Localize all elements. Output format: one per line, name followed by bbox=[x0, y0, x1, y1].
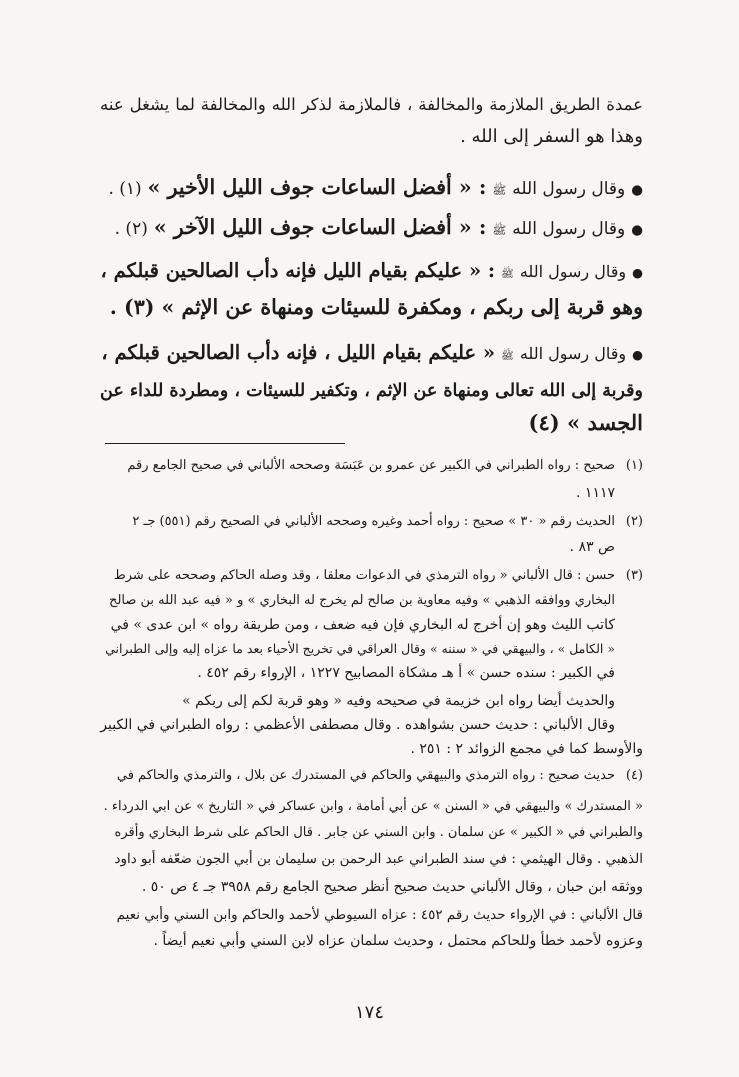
hadith-3-text-2: وهو قربة إلى ربكم ، ومكفرة للسيئات ومنهاة عن الإثم » (٣) . bbox=[109, 295, 643, 319]
footnote-3-line-3: كاتب الليث وهو إن أخرج له البخاري فإن فيه ضعف ، ومن طريقة رواه » ابن عدى » في bbox=[110, 617, 615, 633]
footnote-1 bbox=[100, 454, 643, 477]
footnote-separator bbox=[105, 443, 345, 444]
salutation-glyph: ﷺ bbox=[492, 223, 507, 237]
footnote-4-line-6: قال الألباني : في الإرواء حديث رقم ٤٥٢ : عزاه السيوطي لأحمد والحاكم وابن السني وأبي نعيم bbox=[116, 907, 643, 923]
page-number: ١٧٤ bbox=[354, 1002, 384, 1023]
hadith-2 bbox=[100, 212, 643, 245]
footnote-4-line-5: ووثقه ابن حبان ، وقال الألباني حديث صحيح أنظر صحيح الجامع رقم ٣٩٥٨ جـ ٤ ص ٥٠ . bbox=[141, 879, 643, 895]
hadith-3-line-1 bbox=[100, 256, 643, 289]
footnote-4-line-3: والطبراني في « الكبير » عن سلمان . وابن السني عن جابر . قال الحاكم على شرط البخاري وأقره bbox=[114, 825, 643, 840]
salutation-glyph: ﷺ bbox=[501, 268, 514, 280]
footnote-1-line-1: صحيح : رواه الطبراني في الكبير عن عمرو بن عَبَسَة وصححه الألباني في صحيح الجامع رقم bbox=[127, 458, 615, 473]
footnote-4-number: (٤) bbox=[625, 768, 643, 783]
bullet-icon: ● bbox=[631, 222, 643, 238]
footnote-1-number: (١) bbox=[625, 458, 643, 473]
hadith-4-prefix: وقال رسول الله bbox=[519, 344, 627, 363]
intro-line-2: وهذا هو السفر إلى الله . bbox=[460, 126, 643, 147]
footnote-3-line-5: في الكبير : سنده حسن » أ هـ مشكاة المصابيح ١٢٢٧ ، الإرواء رقم ٤٥٢ . bbox=[197, 665, 615, 681]
footnote-2-line-2: ص ٨٣ . bbox=[569, 539, 615, 555]
hadith-1-ref: (١) . bbox=[108, 179, 142, 199]
footnote-4-line-7: وعزوه لأحمد خطأ وللحاكم محتمل ، وحديث سلمان عزاه لابن السني وأبي نعيم أيضاً . bbox=[153, 933, 643, 949]
hadith-4-line-1 bbox=[100, 338, 643, 371]
hadith-1-prefix: وقال رسول الله bbox=[512, 179, 626, 199]
footnote-2-number: (٢) bbox=[625, 514, 643, 529]
hadith-3-text-1: : « عليكم بقيام الليل فإنه دأب الصالحين قبلكم ، bbox=[100, 259, 496, 282]
footnote-3-number: (٣) bbox=[625, 568, 643, 583]
bullet-icon: ● bbox=[632, 265, 643, 280]
hadith-4-text-2: وقربة إلى الله تعالى ومنهاة عن الإثم ، وتكفير للسيئات ، ومطردة للداء عن bbox=[100, 381, 643, 401]
footnote-3-line-6: والحديث أيضا رواه ابن خزيمة في صحيحه وفيه « وهو قربة لكم إلى ربكم » bbox=[182, 693, 615, 709]
footnote-1-line-2: ١١١٧ . bbox=[576, 485, 615, 501]
footnote-3-line-8: والأوسط كما في مجمع الزوائد ٢ : ٢٥١ . bbox=[410, 741, 643, 757]
footnote-4 bbox=[100, 764, 643, 787]
bullet-icon: ● bbox=[632, 347, 643, 362]
salutation-glyph: ﷺ bbox=[492, 183, 507, 197]
hadith-2-ref: (٢) . bbox=[114, 219, 148, 239]
footnote-2-line-1: الحديث رقم « ٣٠ » صحيح : رواه أحمد وغيره وصححه الألباني في الصحيح رقم (٥٥١) جـ ٢ bbox=[132, 514, 615, 529]
salutation-glyph: ﷺ bbox=[501, 350, 514, 362]
footnote-4-line-2: « المستدرك » والبيهقي في « السنن » عن أبي أمامة ، وابن عساكر في « التاريخ » عن ابي الدرداء . bbox=[103, 799, 643, 814]
footnote-2 bbox=[100, 510, 643, 533]
intro-line-1: عمدة الطريق الملازمة والمخالفة ، فالملازمة لذكر الله والمخالفة لما يشغل عنه bbox=[100, 95, 643, 114]
footnote-4-line-4: الذهبي . وقال الهيثمي : في سند الطبراني عبد الرحمن بن سليمان بن أبي الجون ضعّفه أبو داود bbox=[114, 851, 643, 867]
hadith-3-prefix: وقال رسول الله bbox=[519, 262, 627, 281]
footnote-3-line-4: « الكامل » ، والبيهقي في « سننه » وقال العراقي في تخريج الأحياء بعد ما عزاه إليه وإلى الطبراني bbox=[105, 641, 615, 656]
hadith-1 bbox=[100, 172, 643, 205]
bullet-icon: ● bbox=[631, 182, 643, 198]
footnote-3-line-2: البخاري ووافقه الذهبي » وفيه معاوية بن صالح لم يخرج له البخاري » و « فيه عبد الله بن صالح bbox=[109, 593, 615, 608]
hadith-4-text-1: « عليكم بقيام الليل ، فإنه دأب الصالحين قبلكم ، bbox=[101, 341, 496, 364]
hadith-2-prefix: وقال رسول الله bbox=[512, 219, 626, 239]
hadith-2-text: : « أفضل الساعات جوف الليل الآخر » bbox=[153, 215, 487, 239]
hadith-1-text: : « أفضل الساعات جوف الليل الأخير » bbox=[147, 175, 487, 199]
footnote-3-line-1: حسن : قال الألباني « رواه الترمذي في الدعوات معلقا ، وقد وصله الحاكم وصححه على شرط bbox=[113, 568, 615, 583]
footnote-3 bbox=[100, 564, 643, 587]
footnote-4-line-1: حديث صحيح : رواه الترمذي والبيهقي والحاكم في المستدرك عن بلال ، والترمذي والحاكم في bbox=[116, 768, 615, 783]
footnote-3-line-7: وقال الألباني : حديث حسن بشواهده . وقال مصطفى الأعظمي : رواه الطبراني في الكبير bbox=[100, 717, 615, 733]
hadith-4-text-3: الجسد » (٤) bbox=[528, 410, 643, 435]
